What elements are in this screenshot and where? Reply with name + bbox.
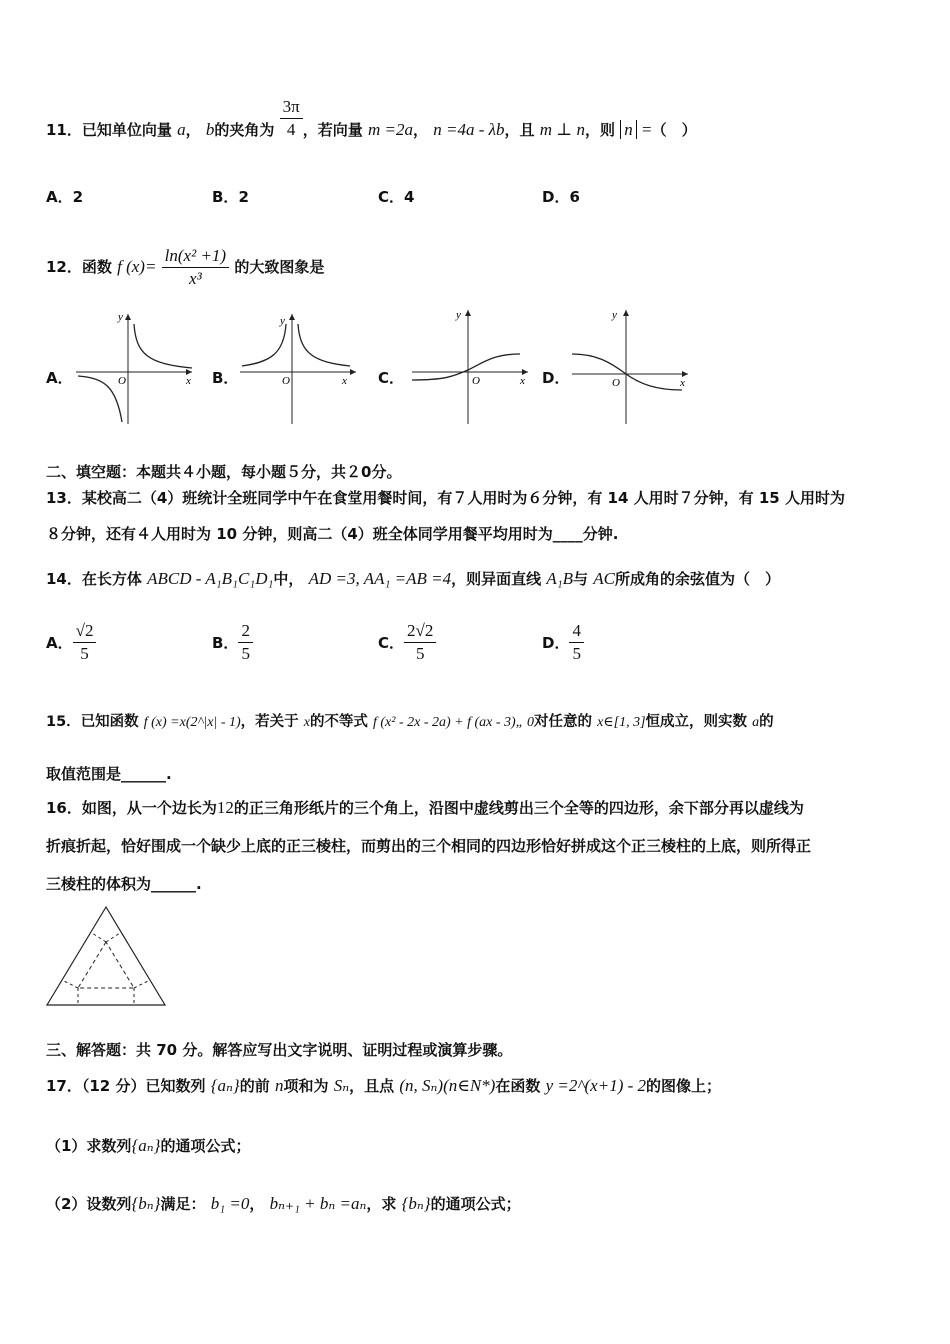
origin-label: O <box>118 375 126 387</box>
q16-line-3: 三棱柱的体积为______. <box>46 875 202 893</box>
svg-text:y: y <box>456 309 461 321</box>
q13-line-1: 13．某校高二（4）班统计全班同学中午在食堂用餐时间，有７人用时为６分钟，有 14 人用时７分钟，有 15 人用时为 <box>46 489 845 507</box>
svg-text:O: O <box>282 375 290 387</box>
q16-triangle-figure <box>44 904 170 1008</box>
svg-text:x: x <box>342 375 347 387</box>
q12-option-d[interactable]: D． <box>542 369 570 387</box>
q11-option-d[interactable]: D．6 <box>542 188 580 206</box>
x-axis-label: x <box>186 375 191 387</box>
svg-text:O: O <box>472 375 480 387</box>
q12-option-b[interactable]: B． <box>212 369 239 387</box>
svg-text:x: x <box>680 377 685 389</box>
q17-part-1: （1）求数列{aₙ}的通项公式； <box>46 1136 251 1155</box>
q14-option-d[interactable]: D． $\frac{4}{5}$ <box>542 620 584 665</box>
svg-text:y: y <box>612 309 617 321</box>
q16-line-1: 16．如图，从一个边长为12的正三角形纸片的三个角上，沿图中虚线剪出三个全等的四边形，余下部分再以虚线为 <box>46 798 804 817</box>
q11-option-c[interactable]: C．4 <box>378 188 415 206</box>
q12-option-a[interactable]: A． <box>46 369 73 387</box>
q12-graph-d[interactable] <box>570 306 694 426</box>
q12-graph-c[interactable] <box>410 306 534 426</box>
section-3-heading: 三、解答题：共 70 分。解答应写出文字说明、证明过程或演算步骤。 <box>46 1041 513 1059</box>
q17-part-2: （2）设数列{bₙ}满足： b₁ =0， bₙ₊₁ + bₙ =aₙ，求 {bₙ}的通项公式； <box>46 1194 521 1213</box>
q13-line-2: ８分钟，还有４人用时为 10 分钟，则高二（4）班全体同学用餐平均用时为____分钟. <box>46 525 619 543</box>
q12-graph-b[interactable] <box>238 310 362 426</box>
q12-stem: 12．函数 f (x)= $\frac{\text{ln(x² +1)}}{\text{x³}}$ 的大致图象是 <box>46 246 325 288</box>
q14-option-a[interactable]: A． $\frac{√2}{5}$ <box>46 620 96 665</box>
svg-text:x: x <box>520 375 525 387</box>
q14-option-c[interactable]: C． $\frac{2√2}{5}$ <box>378 620 436 665</box>
q12-graph-a[interactable] <box>74 310 198 426</box>
q11-option-a[interactable]: A．2 <box>46 188 84 206</box>
svg-text:y: y <box>280 315 285 327</box>
q14-stem: 14．在长方体 ABCD - A₁B₁C₁D₁中， AD =3, AA₁ =AB =4，则异面直线 A₁B与 AC所成角的余弦值为（ ） <box>46 569 781 588</box>
q17-stem: 17．（12 分）已知数列 {aₙ}的前 n项和为 Sₙ，且点 (n, Sₙ)(n∈N*)在函数 y =2^(x+1) - 2的图像上； <box>46 1076 722 1095</box>
q12-option-c[interactable]: C． <box>378 369 405 387</box>
abs-n: n <box>620 120 637 139</box>
angle-fraction: $\frac{3\pi}{4}$ <box>280 96 303 141</box>
q11-option-b[interactable]: B．2 <box>212 188 249 206</box>
y-axis-label: y <box>118 311 123 323</box>
q11-stem: 11．已知单位向量 a， b的夹角为 $\frac{3\pi}{4}$ ，若向量 m =2a， n =4a - λb，且 m ⊥ n，则 n =（ ） <box>46 97 697 139</box>
q15-line-2: 取值范围是______. <box>46 765 172 783</box>
q15-stem: 15．已知函数 f (x) =x(2^|x| - 1)，若关于 x的不等式 f (x² - 2x - 2a) + f (ax - 3)„ 0对任意的 x∈[1, 3]恒成立，则实数 a的 <box>46 714 774 730</box>
section-2-heading: 二、填空题：本题共４小题，每小题５分，共２0分。 <box>46 463 402 481</box>
svg-text:O: O <box>612 377 620 389</box>
q12-fraction: $\frac{\text{ln(x² +1)}}{\text{x³}}$ <box>162 245 229 290</box>
q14-option-b[interactable]: B． $\frac{2}{5}$ <box>212 620 253 665</box>
q16-line-2: 折痕折起，恰好围成一个缺少上底的正三棱柱，而剪出的三个相同的四边形恰好拼成这个正三棱柱的上底，则所得正 <box>46 837 812 855</box>
